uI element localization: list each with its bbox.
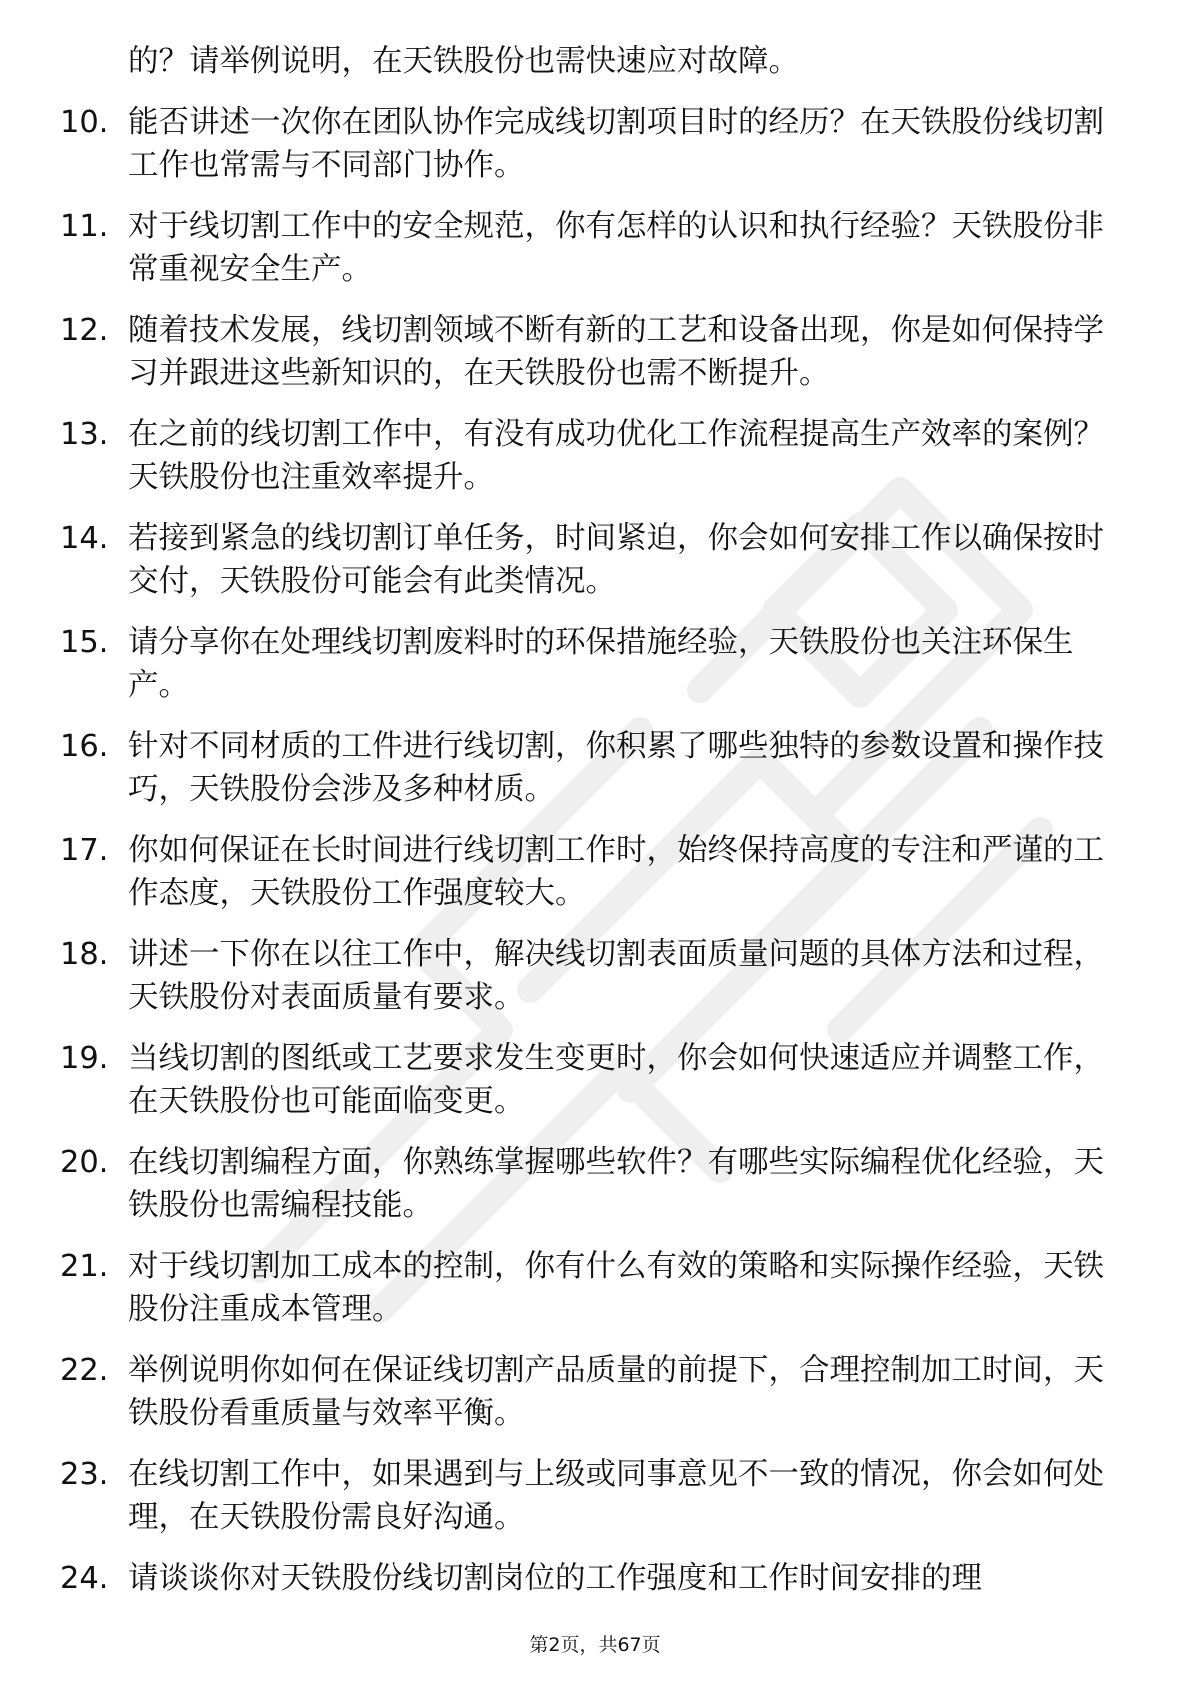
question-list [60,101,1120,1600]
item-number: 17. [60,833,109,868]
list-item [60,413,1120,499]
item-text: 若接到紧急的线切割订单任务，时间紧迫，你会如何安排工作以确保按时交付，天铁股份可能会有此类情况。 [128,521,1104,599]
item-number: 16. [60,729,109,764]
list-item [60,933,1120,1019]
list-item [60,1141,1120,1227]
list-item [60,829,1120,915]
item-text: 你如何保证在长时间进行线切割工作时，始终保持高度的专注和严谨的工作态度，天铁股份工作强度较大。 [128,833,1104,911]
list-item [60,1453,1120,1539]
list-item [60,309,1120,395]
list-item [60,1245,1120,1331]
item-number: 13. [60,417,109,452]
item-text: 请谈谈你对天铁股份线切割岗位的工作强度和工作时间安排的理 [128,1561,982,1596]
item-text: 随着技术发展，线切割领域不断有新的工艺和设备出现，你是如何保持学习并跟进这些新知识的，在天铁股份也需不断提升。 [128,313,1104,391]
list-item [60,517,1120,603]
item-number: 21. [60,1249,109,1284]
item-text: 举例说明你如何在保证线切割产品质量的前提下，合理控制加工时间，天铁股份看重质量与效率平衡。 [128,1353,1104,1431]
item-number: 12. [60,313,109,348]
item-number: 20. [60,1145,109,1180]
list-item [60,1037,1120,1123]
item-number: 15. [60,625,109,660]
list-item [60,621,1120,707]
item-text: 在之前的线切割工作中，有没有成功优化工作流程提高生产效率的案例？天铁股份也注重效率提升。 [128,417,1104,495]
item-number: 23. [60,1457,109,1492]
item-number: 19. [60,1041,109,1076]
item-text: 能否讲述一次你在团队协作完成线切割项目时的经历？在天铁股份线切割工作也常需与不同部门协作。 [128,105,1104,183]
page-footer: 第2页，共67页 [529,1634,661,1656]
list-item [60,101,1120,187]
item-text: 针对不同材质的工件进行线切割，你积累了哪些独特的参数设置和操作技巧，天铁股份会涉及多种材质。 [128,729,1104,807]
list-item [60,1557,1120,1600]
item-text: 请分享你在处理线切割废料时的环保措施经验，天铁股份也关注环保生产。 [128,625,1074,703]
item-number: 10. [60,105,109,140]
continued-text: 的？请举例说明，在天铁股份也需快速应对故障。 [128,44,799,79]
item-number: 11. [60,209,109,244]
item-number: 24. [60,1561,109,1596]
item-text: 当线切割的图纸或工艺要求发生变更时，你会如何快速适应并调整工作，在天铁股份也可能面临变更。 [128,1041,1104,1119]
item-text: 在线切割工作中，如果遇到与上级或同事意见不一致的情况，你会如何处理，在天铁股份需良好沟通。 [128,1457,1104,1535]
list-item [60,725,1120,811]
item-text: 讲述一下你在以往工作中，解决线切割表面质量问题的具体方法和过程，天铁股份对表面质量有要求。 [128,937,1104,1015]
question-content [60,40,1120,1618]
item-text: 对于线切割加工成本的控制，你有什么有效的策略和实际操作经验，天铁股份注重成本管理。 [128,1249,1104,1327]
item-number: 14. [60,521,109,556]
item-text: 对于线切割工作中的安全规范，你有怎样的认识和执行经验？天铁股份非常重视安全生产。 [128,209,1104,287]
item-text: 在线切割编程方面，你熟练掌握哪些软件？有哪些实际编程优化经验，天铁股份也需编程技能。 [128,1145,1104,1223]
list-item [60,1349,1120,1435]
list-item [60,205,1120,291]
item-number: 18. [60,937,109,972]
item-number: 22. [60,1353,109,1388]
